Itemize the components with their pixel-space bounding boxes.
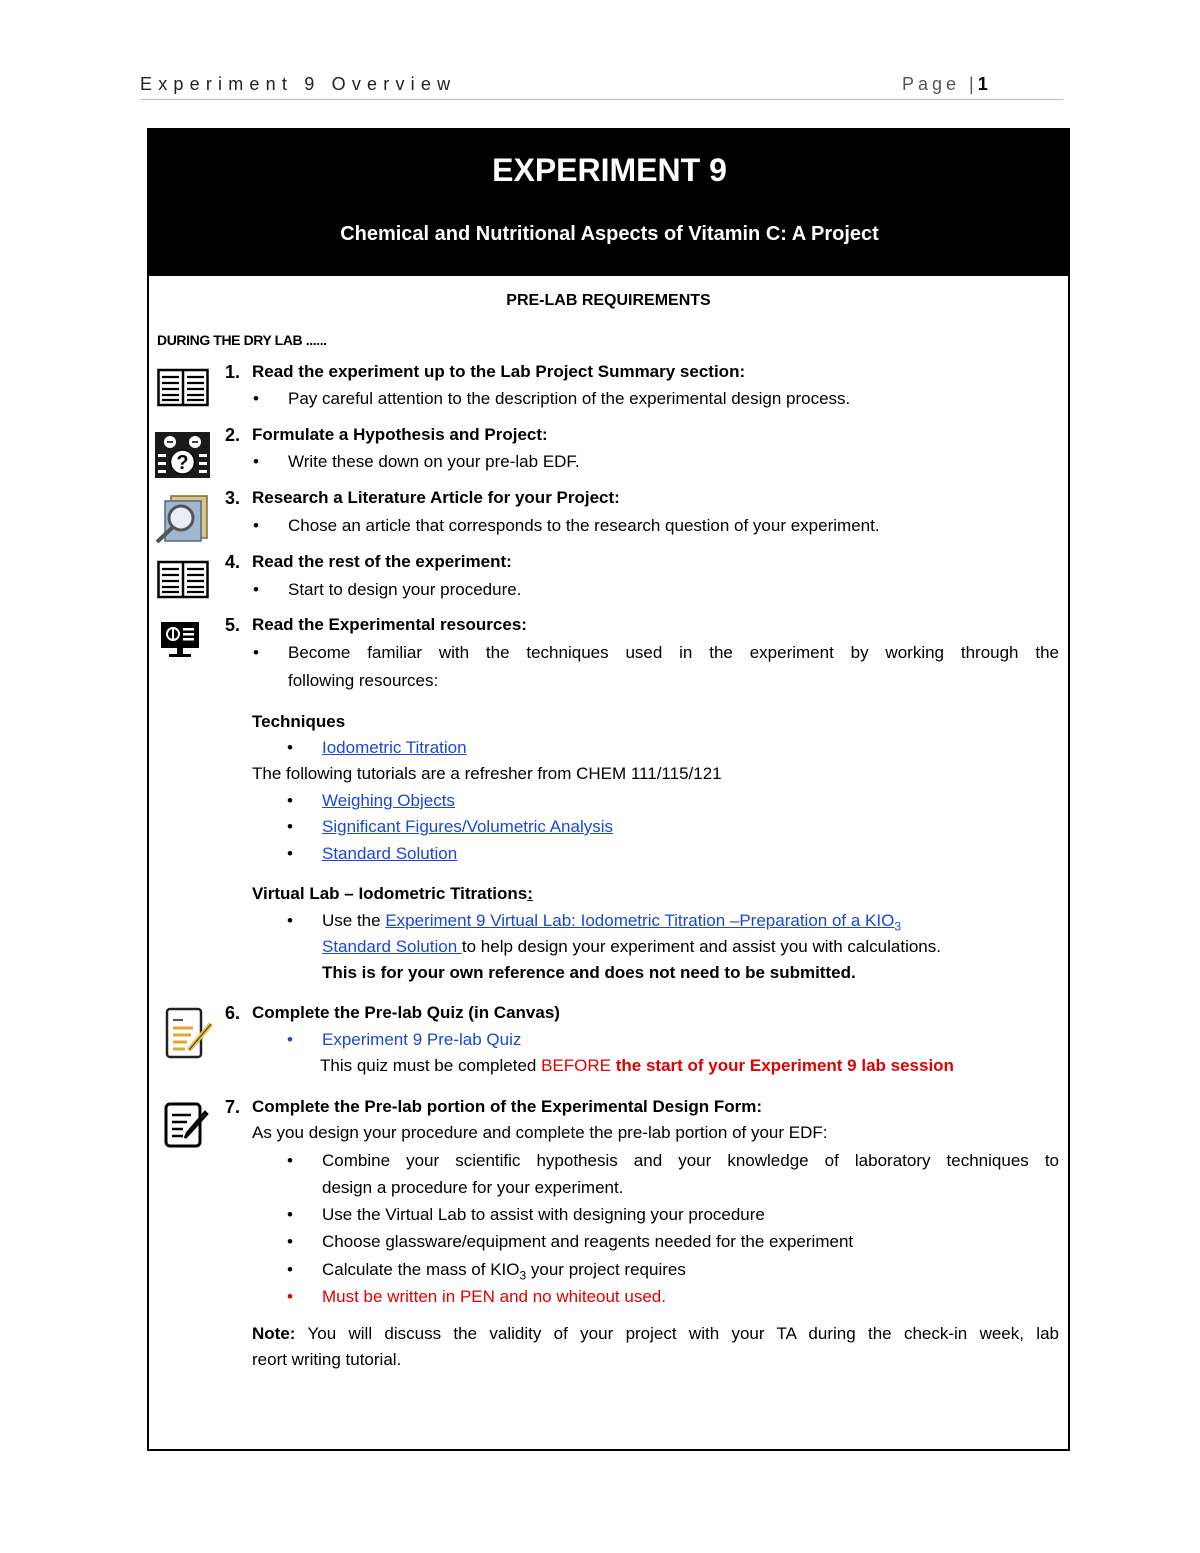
quiz-before: BEFORE (541, 1056, 612, 1075)
virtual-lab-note: This is for your own reference and does not need to be submitted. (322, 963, 856, 982)
refresher-text: The following tutorials are a refresher from CHEM 111/115/121 (252, 764, 722, 783)
header-page-label: Page | (902, 74, 978, 94)
significant-figures-link[interactable]: Significant Figures/Volumetric Analysis (322, 817, 614, 836)
monitor-icon (161, 622, 199, 658)
virtual-lab-colon: : (527, 884, 533, 903)
step-number: 3. (225, 488, 241, 508)
virtual-lab-link-cont[interactable]: Standard Solution (322, 937, 462, 956)
header-title: Experiment 9 Overview (140, 74, 457, 94)
svg-text:?: ? (176, 452, 189, 474)
running-header (140, 74, 1063, 100)
bullet: • (287, 1151, 293, 1170)
step-bullet-text: Combine your scientific hypothesis and your knowledge of laboratory techniques to (322, 1151, 1059, 1170)
virtual-lab-label (252, 884, 533, 904)
step-number: 2. (225, 425, 241, 445)
bullet: • (253, 452, 259, 471)
step-heading: Formulate a Hypothesis and Project: (252, 425, 548, 444)
header-page-number: 1 (977, 74, 988, 94)
experiment-title: EXPERIMENT 9 (492, 152, 727, 188)
bullet: • (287, 1030, 293, 1049)
virtual-lab-link-text: Experiment 9 Virtual Lab: Iodometric Titration –Preparation of a KIO (385, 911, 895, 930)
content-box (147, 128, 1070, 1451)
bullet: • (287, 911, 293, 930)
bullet: • (253, 389, 259, 408)
step-number: 4. (225, 552, 241, 572)
virtual-lab-suffix: to help design your experiment and assist you with calculations. (461, 937, 941, 956)
edit-form-icon (163, 1100, 211, 1150)
bullet: • (253, 516, 259, 535)
title-banner (149, 130, 1070, 276)
section-title: PRE-LAB REQUIREMENTS (506, 292, 711, 309)
bullet: • (287, 817, 293, 836)
mass-text (322, 1260, 686, 1282)
note-line-2: reort writing tutorial. (252, 1350, 402, 1369)
mass-text-2: your project requires (526, 1260, 686, 1279)
bullet: • (287, 1205, 293, 1224)
hypothesis-icon (155, 432, 210, 478)
quiz-after: the start of your Experiment 9 lab session (611, 1056, 954, 1075)
step-bullet-text: Become familiar with the techniques used in the experiment by working through the (288, 643, 1059, 662)
step-bullet-text: Start to design your procedure. (288, 580, 522, 599)
bullet: • (253, 580, 259, 599)
bullet: • (287, 1260, 293, 1279)
iodometric-titration-link[interactable]: Iodometric Titration (322, 738, 467, 757)
virtual-lab-prefix: Use the (322, 911, 386, 930)
virtual-lab-line-1 (322, 911, 901, 933)
virtual-lab-line-2 (322, 937, 941, 957)
bullet: • (253, 643, 259, 662)
step-intro: As you design your procedure and complete the pre-lab portion of your EDF: (252, 1123, 828, 1142)
note-label: Note: (252, 1324, 296, 1343)
step-number: 1. (225, 362, 241, 382)
prelab-quiz-link[interactable]: Experiment 9 Pre-lab Quiz (322, 1030, 522, 1049)
techniques-label: Techniques (252, 712, 346, 731)
virtual-lab-link-sub: 3 (894, 919, 902, 934)
warning-text: Must be written in PEN and no whiteout used. (322, 1287, 666, 1306)
virtual-lab-link[interactable] (385, 911, 902, 934)
step-bullet-text: Write these down on your pre-lab EDF. (288, 452, 580, 471)
literature-search-icon (153, 494, 211, 546)
header-page (902, 74, 988, 95)
mass-sub: 3 (519, 1268, 527, 1283)
book-icon (157, 368, 209, 408)
step-bullet-text: design a procedure for your experiment. (322, 1178, 624, 1197)
mass-text-1: Calculate the mass of KIO (322, 1260, 520, 1279)
step-heading: Read the rest of the experiment: (252, 552, 512, 571)
note-line-1 (252, 1324, 1059, 1344)
step-bullet-text: Choose glassware/equipment and reagents needed for the experiment (322, 1232, 854, 1251)
quiz-deadline (320, 1056, 954, 1076)
bullet: • (287, 1287, 293, 1306)
step-bullet-text: Chose an article that corresponds to the research question of your experiment. (288, 516, 880, 535)
weighing-objects-link[interactable]: Weighing Objects (322, 791, 455, 810)
standard-solution-link[interactable]: Standard Solution (322, 844, 458, 863)
quiz-text: This quiz must be completed (320, 1056, 542, 1075)
step-bullet-text: following resources: (288, 671, 439, 690)
bullet: • (287, 1232, 293, 1251)
step-number: 6. (225, 1003, 241, 1023)
step-bullet-text: Pay careful attention to the description of the experimental design process. (288, 389, 851, 408)
book-icon (157, 560, 209, 600)
dry-lab-label: DURING THE DRY LAB ...... (157, 332, 327, 348)
step-heading: Research a Literature Article for your Project: (252, 488, 620, 507)
step-number: 5. (225, 615, 241, 635)
step-heading: Complete the Pre-lab Quiz (in Canvas) (252, 1003, 560, 1022)
step-heading: Read the experiment up to the Lab Project Summary section: (252, 362, 746, 381)
experiment-subtitle: Chemical and Nutritional Aspects of Vitamin C: A Project (340, 223, 879, 245)
bullet: • (287, 844, 293, 863)
step-heading: Complete the Pre-lab portion of the Experimental Design Form: (252, 1097, 763, 1116)
step-number: 7. (225, 1097, 241, 1117)
bullet: • (287, 738, 293, 757)
step-heading: Read the Experimental resources: (252, 615, 527, 634)
step-bullet-text: Use the Virtual Lab to assist with designing your procedure (322, 1205, 765, 1224)
virtual-lab-label-text: Virtual Lab – Iodometric Titrations (252, 884, 528, 903)
bullet: • (287, 791, 293, 810)
quiz-icon (165, 1006, 215, 1060)
note-text-1: You will discuss the validity of your project with your TA during the check-in week, lab (295, 1324, 1059, 1343)
